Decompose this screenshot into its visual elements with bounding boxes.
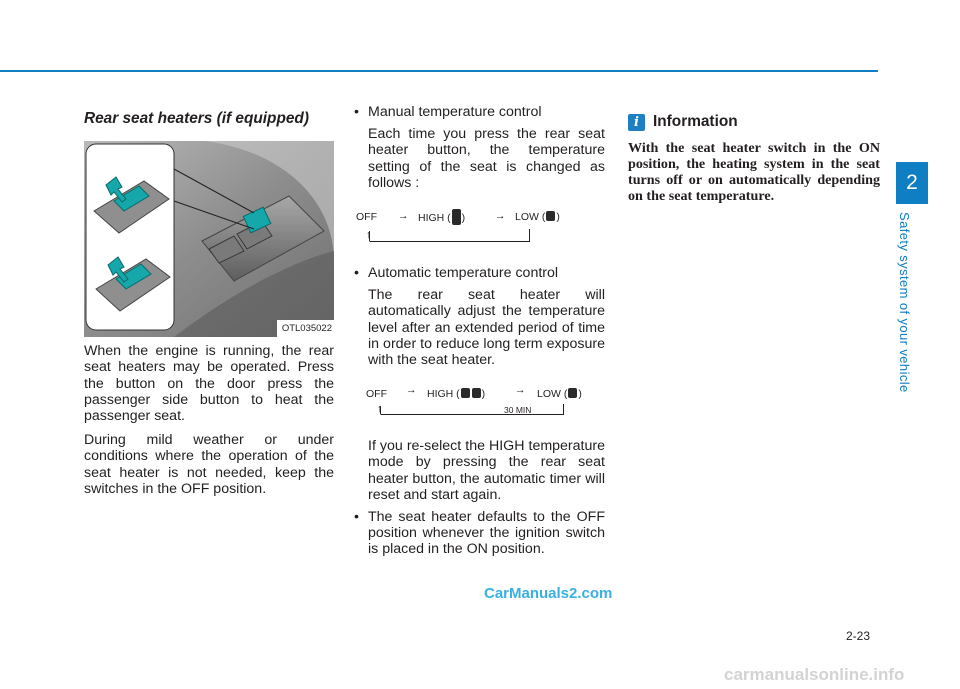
diag-high: HIGH ( ) <box>427 388 486 401</box>
diag-high: HIGH ( ) <box>418 209 465 226</box>
diag-arrow-1: → <box>398 210 409 223</box>
column-middle <box>354 104 605 558</box>
manual-control-bullet <box>354 104 605 191</box>
diag-return-line <box>354 382 604 438</box>
bullet-dot: • <box>354 509 359 526</box>
mild-weather-paragraph: During mild weather or under conditions where the operation of the seat heater is not needed, keep the switches in the OFF position. <box>84 432 334 497</box>
automatic-cycle-diagram <box>354 382 605 438</box>
automatic-body: The rear seat heater will automatically adjust the temperature level after an extended period of time in order to reduce long term exposure with the seat heater. <box>368 287 605 369</box>
diag-off: OFF <box>356 211 377 224</box>
diag-low: LOW ( ) <box>515 211 560 224</box>
bullet-dot: • <box>354 265 359 282</box>
information-title: Information <box>653 113 738 131</box>
diag-arrow-2: → <box>495 210 506 223</box>
watermark-carmanuals2[interactable]: CarManuals2.com <box>484 585 613 602</box>
figure-code: OTL035022 <box>277 320 334 337</box>
intro-paragraph: When the engine is running, the rear seat heaters may be operated. Press the button on the door press the passenger side button to heat the passenger seat. <box>84 343 334 425</box>
information-text: With the seat heater switch in the ON position, the heating system in the seat turns off or on automatically depending on the seat temperature. <box>628 140 880 205</box>
bullet-dot: • <box>354 104 359 120</box>
diag-return-line <box>354 203 604 259</box>
info-icon: i <box>628 114 645 131</box>
manual-cycle-diagram <box>354 203 605 259</box>
default-off-bullet <box>354 509 605 558</box>
reselect-paragraph: If you re-select the HIGH temperature mode by pressing the rear seat heater button, the automatic timer will reset and start again. <box>368 438 605 503</box>
diag-arrow-2: → <box>515 384 526 397</box>
diag-low: LOW ( ) <box>537 388 582 401</box>
diag-timer-label: 30 MIN <box>504 405 532 416</box>
section-title: Rear seat heaters (if equipped) <box>84 110 309 127</box>
manual-body: Each time you press the rear seat heater button, the temperature setting of the seat is changed as follows : <box>368 126 605 191</box>
header-rule <box>0 70 878 72</box>
diag-return-arrow: ↑ <box>366 229 372 242</box>
page-number: 2-23 <box>846 629 871 643</box>
door-panel-illustration <box>84 141 334 337</box>
watermark-carmanualsonline: carmanualsonline.info <box>724 665 905 684</box>
automatic-control-bullet <box>354 265 605 368</box>
automatic-heading: Automatic temperature control <box>368 265 559 282</box>
column-left <box>84 104 334 497</box>
manual-heading: Manual temperature control <box>368 104 542 120</box>
column-right <box>628 104 880 204</box>
diag-arrow-1: → <box>406 384 417 397</box>
information-header <box>628 114 880 131</box>
default-off-text: The seat heater defaults to the OFF position whenever the ignition switch is placed in the ON position. <box>368 509 605 558</box>
chapter-title: Safety system of your vehicle <box>897 212 912 393</box>
chapter-tab: 2 <box>896 162 928 204</box>
diag-return-arrow: ↑ <box>377 403 383 416</box>
door-switch-figure <box>84 141 334 337</box>
diag-off: OFF <box>366 388 387 401</box>
